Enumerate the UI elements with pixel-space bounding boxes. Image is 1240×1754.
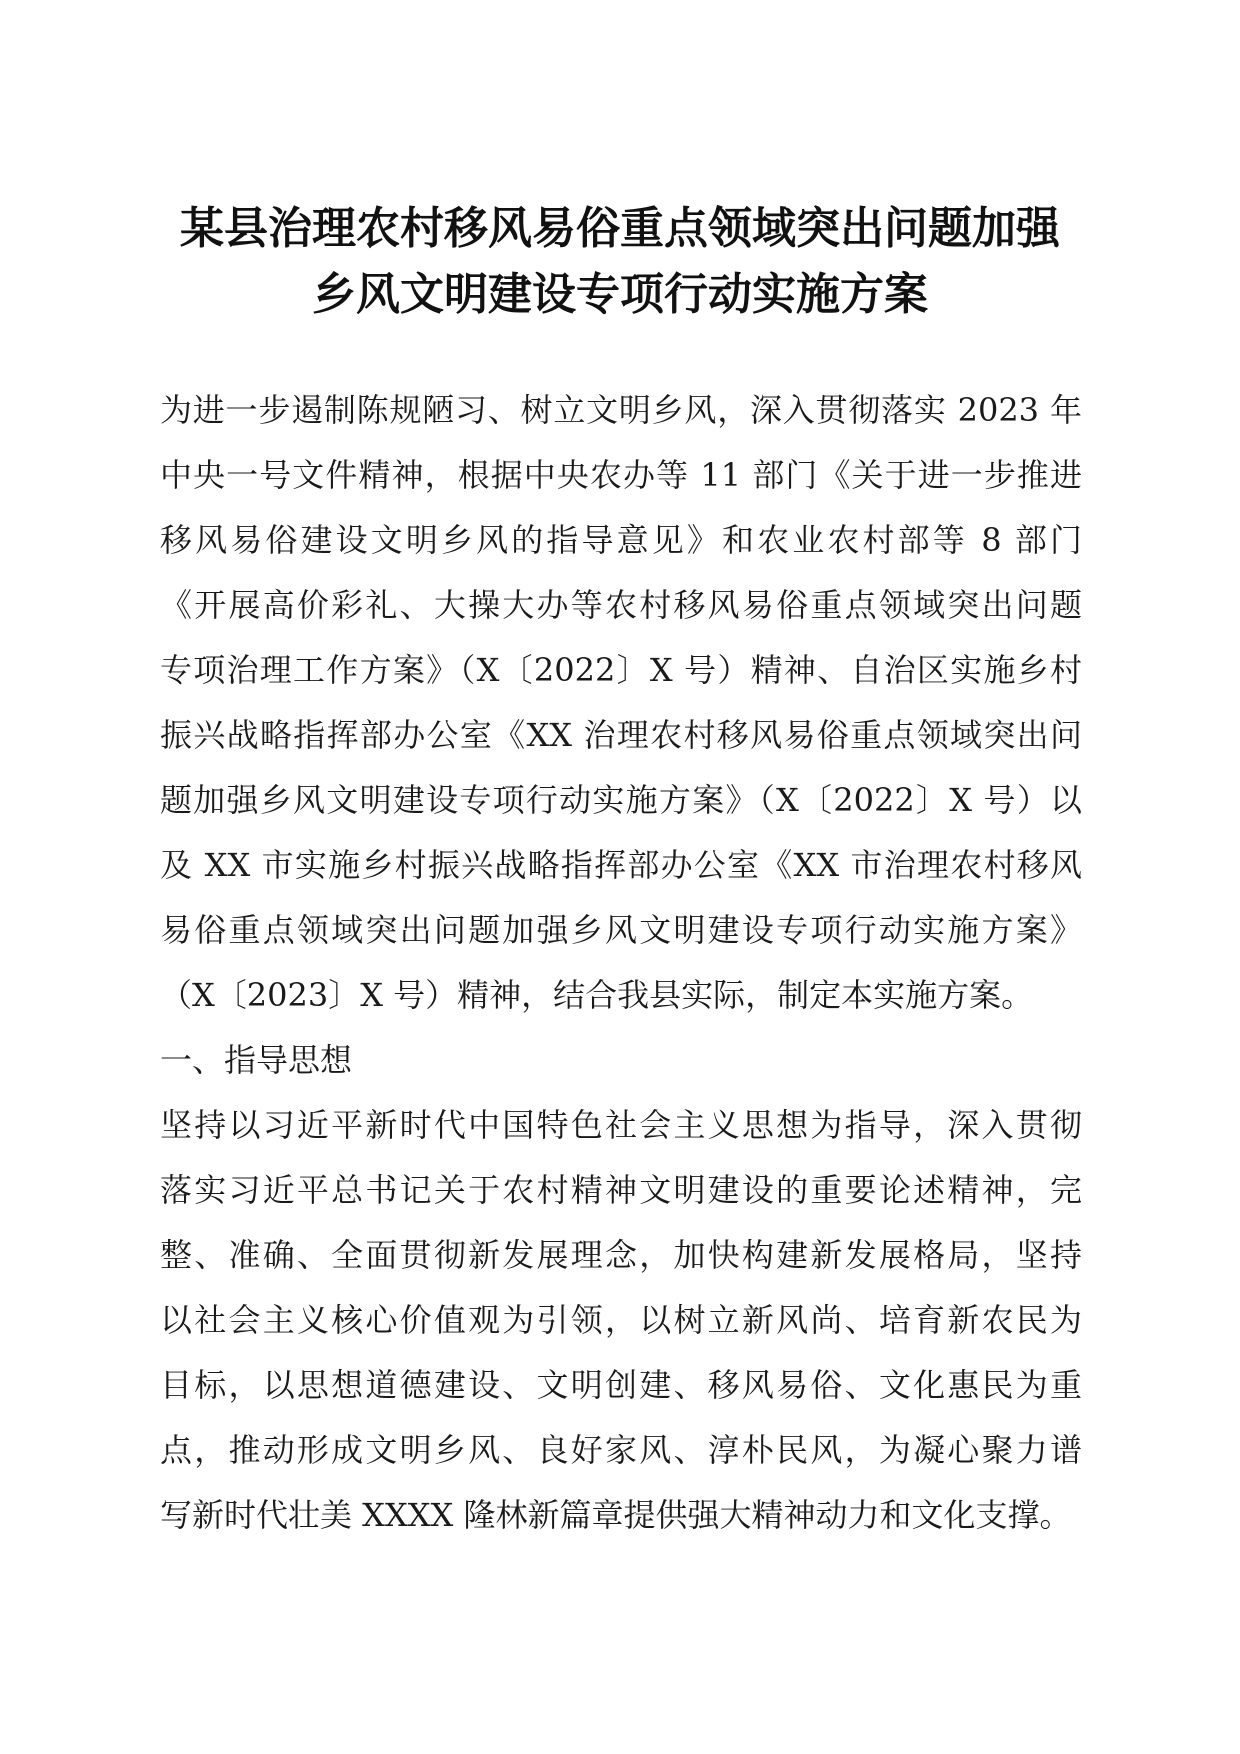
intro-line: 及 XX 市实施乡村振兴战略指挥部办公室《XX 市治理农村移风: [160, 846, 1082, 884]
document-title-line-2: 乡风文明建设专项行动实施方案: [312, 269, 928, 320]
section-line: 目标，以思想道德建设、文明创建、移风易俗、文化惠民为重: [160, 1366, 1082, 1404]
section-heading: 一、指导思想: [160, 1041, 353, 1079]
section-line: 整、准确、全面贯彻新发展理念，加快构建新发展格局，坚持: [160, 1236, 1082, 1274]
intro-line: 为进一步遏制陈规陋习、树立文明乡风，深入贯彻落实 2023 年: [160, 391, 1082, 429]
section-line: 落实习近平总书记关于农村精神文明建设的重要论述精神，完: [160, 1171, 1082, 1209]
intro-line: 振兴战略指挥部办公室《XX 治理农村移风易俗重点领域突出问: [160, 716, 1082, 754]
intro-line: 移风易俗建设文明乡风的指导意见》和农业农村部等 8 部门: [160, 521, 1082, 559]
section-line: 坚持以习近平新时代中国特色社会主义思想为指导，深入贯彻: [160, 1106, 1082, 1144]
section-line: 以社会主义核心价值观为引领，以树立新风尚、培育新农民为: [160, 1301, 1082, 1339]
intro-line: 题加强乡风文明建设专项行动实施方案》（X〔2022〕X 号）以: [160, 781, 1082, 819]
intro-line: （X〔2023〕X 号）精神，结合我县实际，制定本实施方案。: [160, 976, 1034, 1014]
document-title-line-1: 某县治理农村移风易俗重点领域突出问题加强: [180, 203, 1060, 254]
intro-line: 《开展高价彩礼、大操大办等农村移风易俗重点领域突出问题: [160, 586, 1082, 624]
intro-line: 专项治理工作方案》（X〔2022〕X 号）精神、自治区实施乡村: [160, 651, 1082, 689]
intro-line: 易俗重点领域突出问题加强乡风文明建设专项行动实施方案》: [160, 911, 1082, 949]
intro-line: 中央一号文件精神，根据中央农办等 11 部门《关于进一步推进: [160, 456, 1082, 494]
section-line: 点，推动形成文明乡风、良好家风、淳朴民风，为凝心聚力谱: [160, 1431, 1082, 1469]
section-line: 写新时代壮美 XXXX 隆林新篇章提供强大精神动力和文化支撑。: [160, 1496, 1072, 1534]
